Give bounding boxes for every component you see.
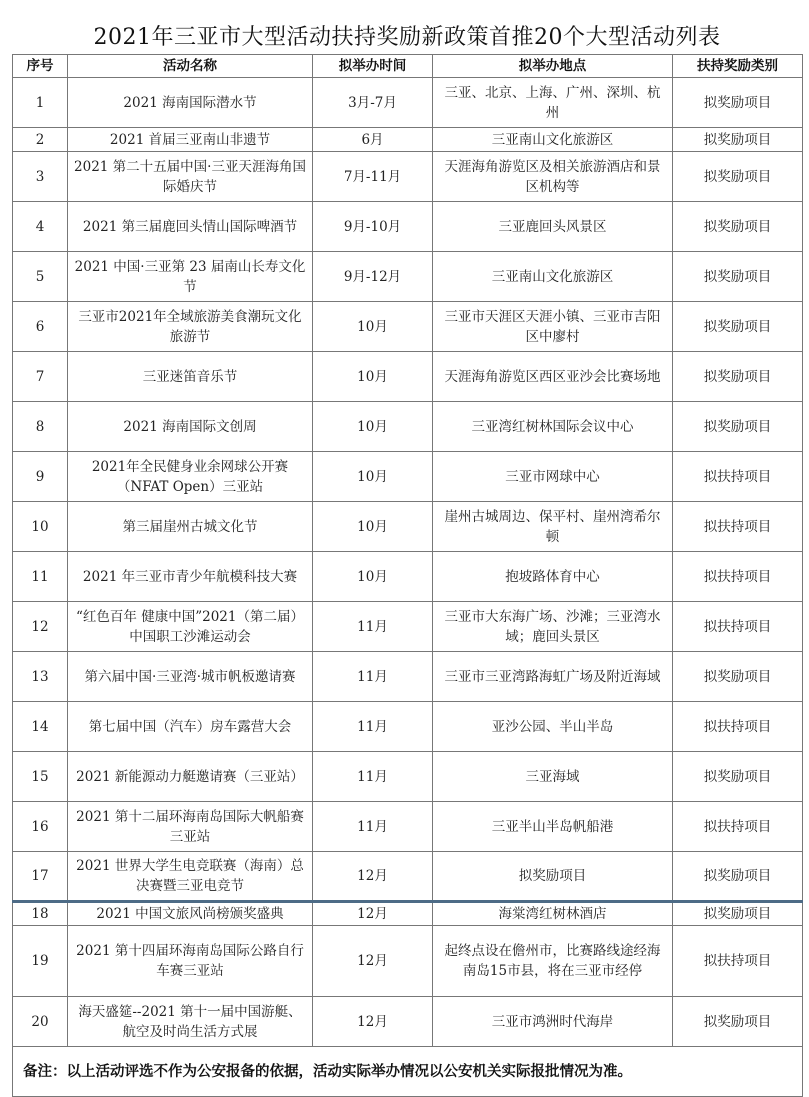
row-name: 2021 第二十五届中国·三亚天涯海角国际婚庆节: [68, 152, 313, 202]
row-place: 抱坡路体育中心: [433, 552, 673, 602]
row-no: 9: [13, 452, 68, 502]
table-row: [13, 78, 803, 128]
row-name: 第六届中国·三亚湾·城市帆板邀请赛: [68, 652, 313, 702]
row-place: 三亚半山半岛帆船港: [433, 802, 673, 852]
table-row: [13, 502, 803, 552]
row-no: 17: [13, 852, 68, 902]
row-name: 2021 海南国际文创周: [68, 402, 313, 452]
header-name: 活动名称: [68, 55, 313, 78]
row-type: 拟奖励项目: [673, 302, 803, 352]
row-name: 2021 海南国际潜水节: [68, 78, 313, 128]
row-time: 9月-12月: [313, 252, 433, 302]
table-row: [13, 352, 803, 402]
row-place: 海棠湾红树林酒店: [433, 902, 673, 926]
row-place: 三亚市三亚湾路海虹广场及附近海域: [433, 652, 673, 702]
row-no: 12: [13, 602, 68, 652]
row-name: 第七届中国（汽车）房车露营大会: [68, 702, 313, 752]
row-type: 拟奖励项目: [673, 352, 803, 402]
row-place: 三亚市大东海广场、沙滩；三亚湾水域；鹿回头景区: [433, 602, 673, 652]
row-type: 拟奖励项目: [673, 997, 803, 1047]
row-no: 2: [13, 128, 68, 152]
row-no: 19: [13, 926, 68, 997]
row-place: 三亚市天涯区天涯小镇、三亚市吉阳区中廖村: [433, 302, 673, 352]
row-no: 1: [13, 78, 68, 128]
row-type: 拟扶持项目: [673, 502, 803, 552]
row-type: 拟奖励项目: [673, 402, 803, 452]
row-type: 拟奖励项目: [673, 252, 803, 302]
table-row: [13, 402, 803, 452]
row-no: 4: [13, 202, 68, 252]
header-time: 拟举办时间: [313, 55, 433, 78]
table-row: [13, 652, 803, 702]
row-type: 拟奖励项目: [673, 128, 803, 152]
table-row: [13, 752, 803, 802]
row-place: 三亚市鸿洲时代海岸: [433, 997, 673, 1047]
row-time: 10月: [313, 402, 433, 452]
row-time: 12月: [313, 902, 433, 926]
table-note: 备注：以上活动评选不作为公安报备的依据，活动实际举办情况以公安机关实际报批情况为准。: [13, 1047, 803, 1097]
table-row: [13, 926, 803, 997]
row-no: 8: [13, 402, 68, 452]
row-type: 拟奖励项目: [673, 902, 803, 926]
row-time: 11月: [313, 752, 433, 802]
document-sheet: [12, 22, 802, 1097]
row-time: 10月: [313, 352, 433, 402]
activity-table: [12, 54, 803, 1097]
row-time: 3月-7月: [313, 78, 433, 128]
row-type: 拟扶持项目: [673, 452, 803, 502]
row-no: 10: [13, 502, 68, 552]
row-name: 2021 中国文旅风尚榜颁奖盛典: [68, 902, 313, 926]
row-time: 10月: [313, 552, 433, 602]
row-time: 11月: [313, 702, 433, 752]
row-name: 2021 首届三亚南山非遗节: [68, 128, 313, 152]
row-name: 2021 第十四届环海南岛国际公路自行车赛三亚站: [68, 926, 313, 997]
row-place: 三亚市网球中心: [433, 452, 673, 502]
row-time: 12月: [313, 997, 433, 1047]
row-no: 11: [13, 552, 68, 602]
row-name: 2021 第三届鹿回头情山国际啤酒节: [68, 202, 313, 252]
header-place: 拟举办地点: [433, 55, 673, 78]
row-type: 拟奖励项目: [673, 152, 803, 202]
table-row: [13, 252, 803, 302]
row-name: “红色百年 健康中国”2021（第二届）中国职工沙滩运动会: [68, 602, 313, 652]
row-name: 三亚市2021年全域旅游美食潮玩文化旅游节: [68, 302, 313, 352]
row-place: 三亚鹿回头风景区: [433, 202, 673, 252]
row-no: 15: [13, 752, 68, 802]
row-time: 6月: [313, 128, 433, 152]
row-type: 拟奖励项目: [673, 752, 803, 802]
row-time: 10月: [313, 302, 433, 352]
row-place: 三亚海域: [433, 752, 673, 802]
row-no: 20: [13, 997, 68, 1047]
table-row: [13, 997, 803, 1047]
table-row: [13, 802, 803, 852]
row-type: 拟奖励项目: [673, 852, 803, 902]
row-no: 3: [13, 152, 68, 202]
row-time: 11月: [313, 602, 433, 652]
row-no: 7: [13, 352, 68, 402]
row-name: 2021 中国·三亚第 23 届南山长寿文化节: [68, 252, 313, 302]
row-type: 拟扶持项目: [673, 552, 803, 602]
row-time: 11月: [313, 652, 433, 702]
row-time: 10月: [313, 452, 433, 502]
table-note-row: [13, 1047, 803, 1097]
row-time: 11月: [313, 802, 433, 852]
row-no: 6: [13, 302, 68, 352]
row-place: 亚沙公园、半山半岛: [433, 702, 673, 752]
row-time: 7月-11月: [313, 152, 433, 202]
row-no: 16: [13, 802, 68, 852]
row-place: 天涯海角游览区西区亚沙会比赛场地: [433, 352, 673, 402]
row-no: 13: [13, 652, 68, 702]
row-name: 三亚迷笛音乐节: [68, 352, 313, 402]
row-type: 拟扶持项目: [673, 702, 803, 752]
row-type: 拟奖励项目: [673, 78, 803, 128]
row-type: 拟扶持项目: [673, 926, 803, 997]
row-place: 崖州古城周边、保平村、崖州湾希尔顿: [433, 502, 673, 552]
row-no: 14: [13, 702, 68, 752]
table-row: [13, 452, 803, 502]
row-name: 2021 第十二届环海南岛国际大帆船赛三亚站: [68, 802, 313, 852]
row-name: 2021 年三亚市青少年航模科技大赛: [68, 552, 313, 602]
table-header-row: [13, 55, 803, 78]
row-place: 拟奖励项目: [433, 852, 673, 902]
row-name: 2021年全民健身业余网球公开赛（NFAT Open）三亚站: [68, 452, 313, 502]
row-type: 拟奖励项目: [673, 652, 803, 702]
row-place: 三亚南山文化旅游区: [433, 128, 673, 152]
table-row: [13, 552, 803, 602]
row-place: 三亚、北京、上海、广州、深圳、杭州: [433, 78, 673, 128]
table-row: [13, 702, 803, 752]
row-name: 海天盛筵--2021 第十一届中国游艇、航空及时尚生活方式展: [68, 997, 313, 1047]
header-type: 扶持奖励类别: [673, 55, 803, 78]
header-no: 序号: [13, 55, 68, 78]
row-no: 5: [13, 252, 68, 302]
row-type: 拟奖励项目: [673, 202, 803, 252]
row-time: 12月: [313, 926, 433, 997]
table-row: [13, 128, 803, 152]
row-type: 拟扶持项目: [673, 602, 803, 652]
row-place: 三亚湾红树林国际会议中心: [433, 402, 673, 452]
table-row: [13, 152, 803, 202]
row-time: 10月: [313, 502, 433, 552]
row-time: 9月-10月: [313, 202, 433, 252]
row-place: 起终点设在儋州市，比赛路线途经海南岛15市县，将在三亚市经停: [433, 926, 673, 997]
row-place: 三亚南山文化旅游区: [433, 252, 673, 302]
document-title: 2021年三亚市大型活动扶持奖励新政策首推20个大型活动列表: [93, 25, 721, 50]
table-row: [13, 852, 803, 902]
row-place: 天涯海角游览区及相关旅游酒店和景区机构等: [433, 152, 673, 202]
table-row: [13, 602, 803, 652]
row-type: 拟扶持项目: [673, 802, 803, 852]
table-row: [13, 202, 803, 252]
row-time: 12月: [313, 852, 433, 902]
row-name: 2021 新能源动力艇邀请赛（三亚站）: [68, 752, 313, 802]
row-name: 2021 世界大学生电竞联赛（海南）总决赛暨三亚电竞节: [68, 852, 313, 902]
row-name: 第三届崖州古城文化节: [68, 502, 313, 552]
table-row: [13, 902, 803, 926]
table-row: [13, 302, 803, 352]
row-no: 18: [13, 902, 68, 926]
